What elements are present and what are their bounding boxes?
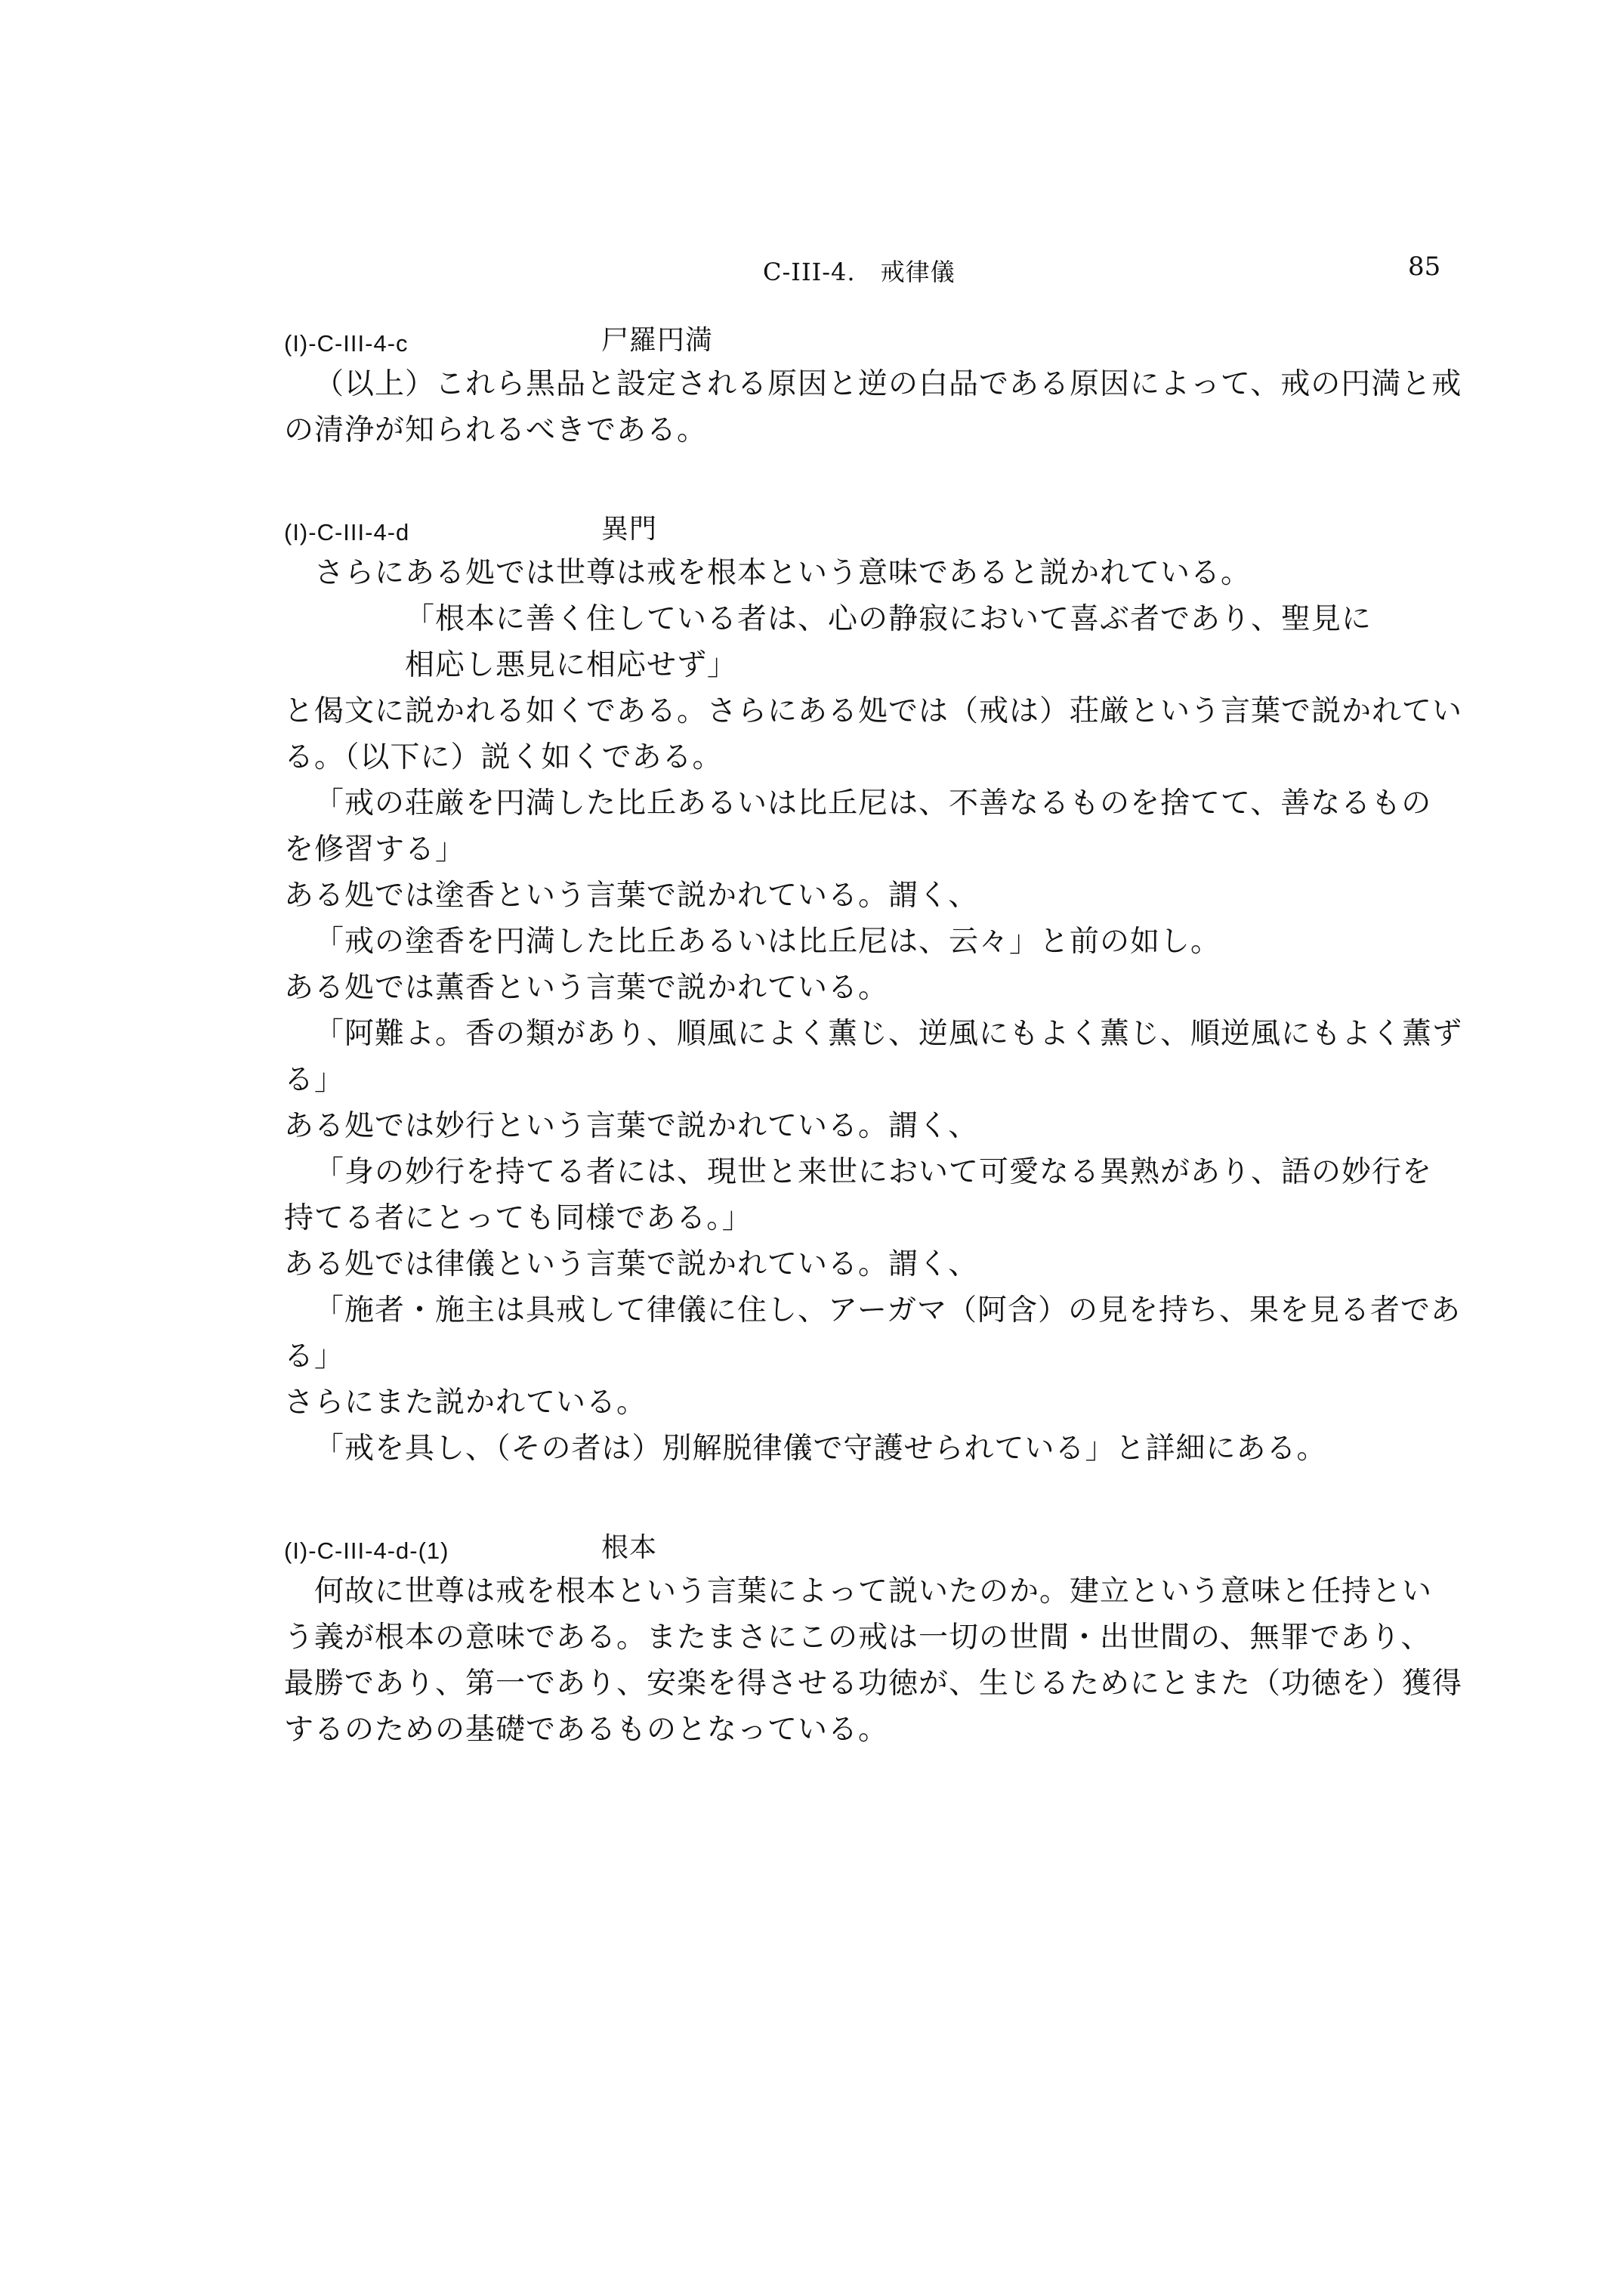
section-heading [284, 317, 1447, 361]
section-heading [284, 506, 1447, 550]
paragraph-line: 何故に世尊は戒を根本という言葉によって説いたのか。建立という意味と任持とい [314, 1574, 1433, 1608]
section-code: (I)-C-III-4-c [284, 330, 409, 357]
quote-line: 「身の妙行を持てる者には、現世と来世において可愛なる異熟があり、語の妙行を [314, 1155, 1433, 1189]
section-code: (I)-C-III-4-d [284, 519, 410, 545]
paragraph-line: ある処では律儀という言葉で説かれている。謂く、 [284, 1247, 979, 1281]
paragraph-line: る。（以下に）説く如くである。 [284, 740, 723, 774]
section-title: 根本 [601, 1532, 658, 1563]
paragraph-line: う義が根本の意味である。またまさにこの戒は一切の世間・出世間の、無罪であり、 [284, 1621, 1431, 1655]
quote-line: 「施者・施主は具戒して律儀に住し、アーガマ（阿含）の見を持ち、果を見る者であ [314, 1293, 1462, 1327]
paragraph-line: と偈文に説かれる如くである。さらにある処では（戒は）荘厳という言葉で説かれてい [284, 694, 1463, 728]
paragraph-line: 最勝であり、第一であり、安楽を得させる功徳が、生じるためにとまた（功徳を）獲得 [284, 1667, 1463, 1701]
quote-line: 「戒の荘厳を円満した比丘あるいは比丘尼は、不善なるものを捨てて、善なるもの [314, 786, 1432, 820]
quote-line: 「根本に善く住している者は、心の静寂において喜ぶ者であり、聖見に [405, 602, 1372, 636]
paragraph-line: の清浄が知られるべきである。 [284, 413, 708, 447]
section-spacer [284, 453, 1447, 506]
page-number: 85 [1408, 252, 1441, 282]
quote-line: 「戒を具し、（その者は）別解脱律儀で守護せられている」と詳細にある。 [314, 1432, 1327, 1466]
quote-line: 「阿難よ。香の類があり、順風によく薫じ、逆風にもよく薫じ、順逆風にもよく薫ず [314, 1017, 1463, 1051]
quote-line: 持てる者にとっても同様である。」 [284, 1201, 752, 1235]
paragraph-line: するのための基礎であるものとなっている。 [284, 1713, 889, 1747]
paragraph-line: さらにまた説かれている。 [284, 1386, 647, 1420]
paragraph-line: ある処では塗香という言葉で説かれている。謂く、 [284, 879, 979, 913]
paragraph-line: ある処では薫香という言葉で説かれている。 [284, 971, 889, 1005]
section-spacer [284, 1472, 1447, 1525]
quote-line: る」 [284, 1340, 345, 1374]
running-header: C-III-4. 戒律儀 [763, 258, 956, 286]
page-body [284, 317, 1463, 1753]
quote-line: を修習する」 [284, 833, 466, 867]
section-title: 異門 [601, 514, 658, 545]
section-code: (I)-C-III-4-d-(1) [284, 1537, 449, 1564]
section-title: 尸羅円満 [601, 325, 714, 356]
paragraph-line: ある処では妙行という言葉で説かれている。謂く、 [284, 1109, 979, 1143]
paragraph-line: （以上）これら黒品と設定される原因と逆の白品である原因によって、戒の円満と戒 [314, 367, 1462, 401]
paragraph-line: さらにある処では世尊は戒を根本という意味であると説かれている。 [314, 556, 1252, 590]
quote-line: る」 [284, 1063, 345, 1097]
quote-line: 相応し悪見に相応せず」 [405, 648, 738, 682]
section-heading [284, 1525, 1447, 1568]
quote-line: 「戒の塗香を円満した比丘あるいは比丘尼は、云々」と前の如し。 [314, 925, 1221, 959]
